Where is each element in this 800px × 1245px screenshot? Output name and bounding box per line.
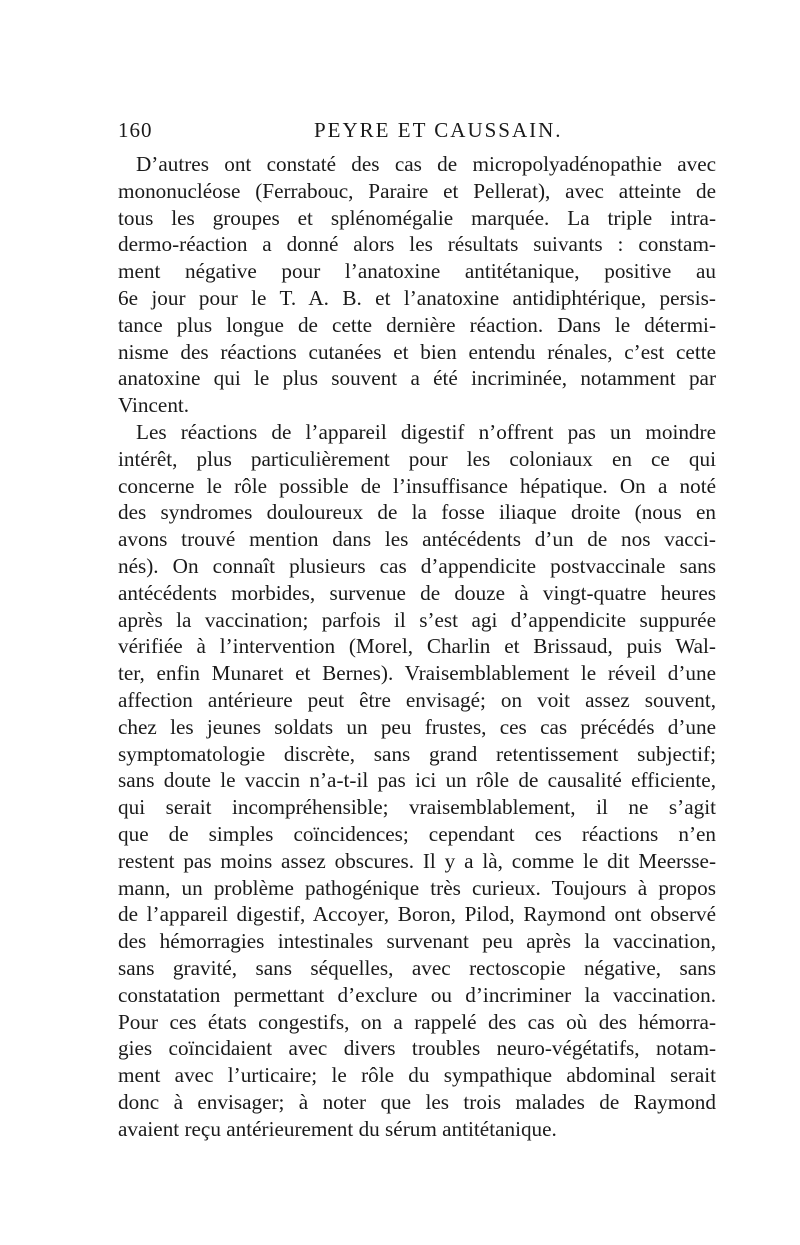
text-line: qui serait incompréhensible; vraisemblablement, il ne s’agit — [118, 795, 716, 820]
text-line: donc à envisager; à noter que les trois malades de Raymond — [118, 1089, 716, 1114]
text-line: intérêt, plus particulièrement pour les coloniaux en ce qui — [118, 446, 716, 471]
running-head — [118, 118, 716, 148]
text-line: D’autres ont constaté des cas de micropolyadénopathie avec — [136, 152, 716, 176]
text-line: tous les groupes et splénomégalie marquée. La triple intra- — [118, 205, 716, 230]
text-line: mann, un problème pathogénique très curieux. Toujours à propos — [118, 875, 716, 900]
text-line: Les réactions de l’appareil digestif n’offrent pas un moindre — [136, 419, 716, 444]
text-line: antécédents morbides, survenue de douze à vingt-quatre heures — [118, 580, 716, 605]
text-line: tance plus longue de cette dernière réaction. Dans le détermi- — [118, 312, 716, 337]
text-line: ter, enfin Munaret et Bernes). Vraisemblablement le réveil d’une — [118, 661, 716, 686]
text-line: Vincent. — [118, 393, 190, 418]
text-line: avons trouvé mention dans les antécédents d’un de nos vacci- — [118, 527, 716, 552]
text-line: avaient reçu antérieurement du sérum antitétanique. — [118, 1116, 557, 1141]
text-line: nés). On connaît plusieurs cas d’appendicite postvaccinale sans — [118, 553, 716, 578]
text-line: que de simples coïncidences; cependant ces réactions n’en — [118, 821, 716, 846]
text-line: vérifiée à l’intervention (Morel, Charlin et Brissaud, puis Wal- — [118, 634, 716, 659]
text-line: chez les jeunes soldats un peu frustes, ces cas précédés d’une — [118, 714, 716, 739]
text-line: Pour ces états congestifs, on a rappelé des cas où des hémorra- — [118, 1009, 716, 1034]
text-line: affection antérieure peut être envisagé; on voit assez souvent, — [118, 687, 716, 712]
text-line: des hémorragies intestinales survenant peu après la vaccination, — [118, 929, 716, 954]
text-line: nisme des réactions cutanées et bien entendu rénales, c’est cette — [118, 339, 716, 364]
running-title: PEYRE ET CAUSSAIN. — [314, 118, 563, 142]
text-line: concerne le rôle possible de l’insuffisance hépatique. On a noté — [118, 473, 716, 498]
text-line: symptomatologie discrète, sans grand retentissement subjectif; — [118, 741, 716, 766]
text-line: ment négative pour l’anatoxine antitétanique, positive au — [118, 259, 716, 284]
text-line: dermo-réaction a donné alors les résultats suivants : constam- — [118, 232, 716, 257]
text-line: gies coïncidaient avec divers troubles neuro-végétatifs, notam- — [118, 1036, 716, 1061]
text-line: des syndromes douloureux de la fosse iliaque droite (nous en — [118, 500, 716, 525]
text-line: sans gravité, sans séquelles, avec rectoscopie négative, sans — [118, 955, 716, 980]
text-line: de l’appareil digestif, Accoyer, Boron, Pilod, Raymond ont observé — [118, 902, 716, 927]
text-line: constatation permettant d’exclure ou d’incriminer la vaccination. — [118, 982, 716, 1007]
text-line: mononucléose (Ferrabouc, Paraire et Pellerat), avec atteinte de — [118, 178, 716, 203]
text-line: restent pas moins assez obscures. Il y a là, comme le dit Meersse- — [118, 848, 716, 873]
text-line: ment avec l’urticaire; le rôle du sympathique abdominal serait — [118, 1063, 716, 1088]
text-line: sans doute le vaccin n’a-t-il pas ici un rôle de causalité efficiente, — [118, 768, 716, 793]
body-text — [118, 151, 716, 1142]
text-line: 6e jour pour le T. A. B. et l’anatoxine antidiphtérique, persis- — [118, 285, 716, 310]
text-line: anatoxine qui le plus souvent a été incriminée, notamment par — [118, 366, 716, 391]
page-number: 160 — [118, 118, 153, 142]
text-line: après la vaccination; parfois il s’est agi d’appendicite suppurée — [118, 607, 716, 632]
